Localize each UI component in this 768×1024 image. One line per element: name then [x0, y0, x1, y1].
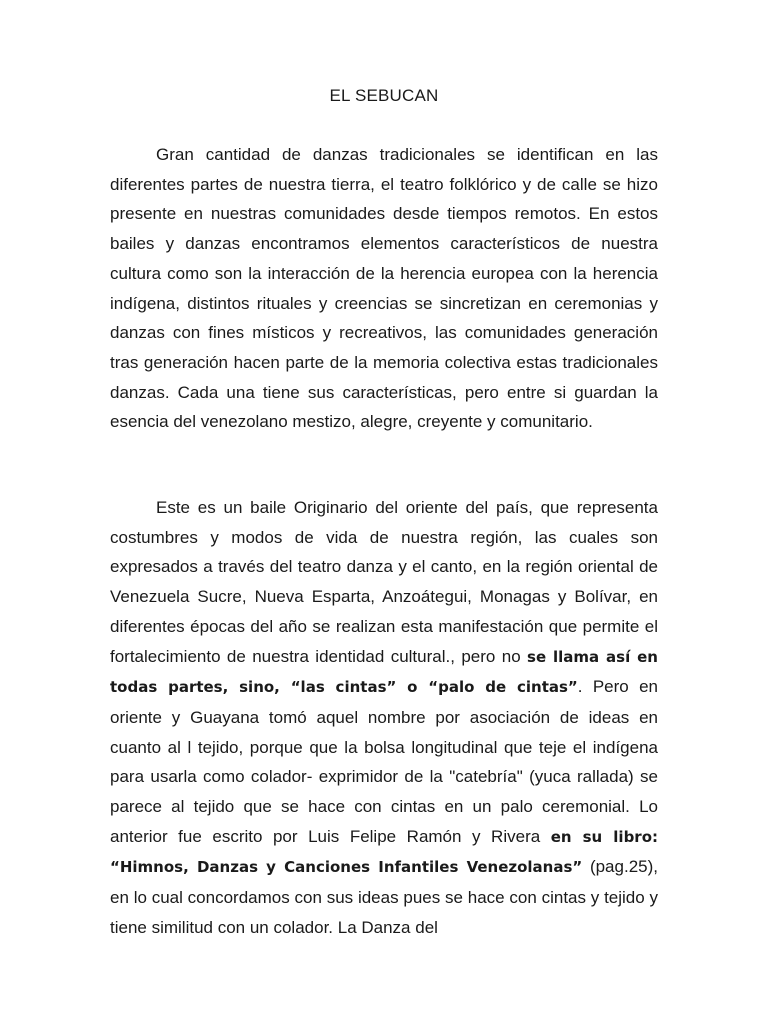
- paragraph-2-text-2: . Pero en oriente y Guayana tomó aquel nombre por asociación de ideas en cuanto al l tejido, porque que la bolsa longitudinal que teje el indígena para usarla como colador- exprimidor de la "catebría" (yuca rallada) se parece al tejido que se hace con cintas en un palo ceremonial. Lo anterior fue escrito por Luis Felipe Ramón y Rivera: [110, 677, 658, 846]
- paragraph-2-bold-phrase-cintas: se llama así en todas partes, sino, “las cintas” o “palo de cintas”: [110, 647, 658, 697]
- paragraph-2-text-3: (pag.25), en lo cual concordamos con sus ideas pues se hace con cintas y tejido y tiene similitud con un colador. La Danza del: [110, 857, 658, 937]
- body-paragraph-1: [110, 140, 658, 437]
- paragraph-1-text: Gran cantidad de danzas tradicionales se identifican en las diferentes partes de nuestra tierra, el teatro folklórico y de calle se hizo presente en nuestras comunidades desde tiempos remotos. En estos bailes y danzas encontramos elementos característicos de nuestra cultura como son la interacción de la herencia europea con la herencia indígena, distintos rituales y creencias se sincretizan en ceremonias y danzas con fines místicos y recreativos, las comunidades generación tras generación hacen parte de la memoria colectiva estas tradicionales danzas. Cada una tiene sus características, pero entre si guardan la esencia del venezolano mestizo, alegre, creyente y comunitario.: [110, 145, 658, 432]
- paragraph-2-text-1: Este es un baile Originario del oriente del país, que representa costumbres y modos de vida de nuestra región, las cuales son expresados a través del teatro danza y el canto, en la región oriental de Venezuela Sucre, Nueva Esparta, Anzoátegui, Monagas y Bolívar, en diferentes épocas del año se realizan esta manifestación que permite el fortalecimiento de nuestra identidad cultural., pero no: [110, 498, 658, 666]
- body-paragraph-2: [110, 493, 658, 943]
- document-title: EL SEBUCAN: [329, 86, 439, 105]
- paragraph-2-bold-phrase-book: en su libro: “Himnos, Danzas y Canciones Infantiles Venezolanas”: [110, 827, 659, 877]
